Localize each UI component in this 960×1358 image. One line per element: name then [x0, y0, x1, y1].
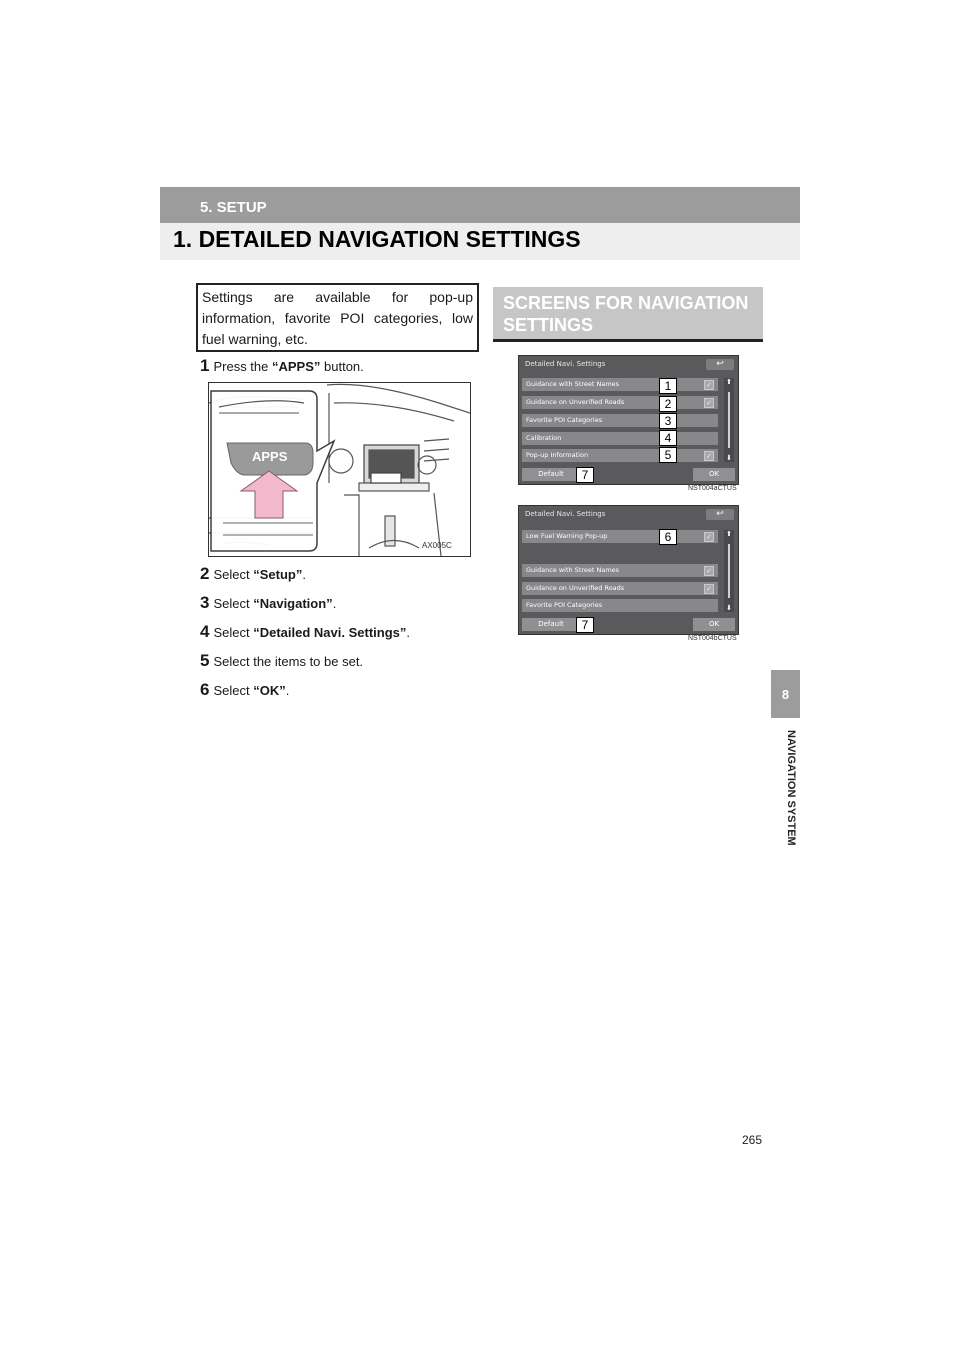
back-button[interactable]	[706, 509, 734, 520]
section-heading	[503, 292, 748, 336]
step-bold-text: “Navigation”	[253, 596, 333, 611]
dashboard-illustration	[208, 382, 471, 557]
step-bold-text: “Detailed Navi. Settings”	[253, 625, 407, 640]
setting-row-street-names[interactable]	[522, 378, 718, 391]
step-6	[200, 680, 289, 700]
setting-row-label: Pop-up Information	[526, 451, 589, 459]
setting-row-unverified-roads[interactable]	[522, 396, 718, 409]
callout-7: 7	[576, 467, 594, 483]
chapter-tab: 8	[771, 670, 800, 718]
setting-row-street-names[interactable]	[522, 564, 718, 577]
default-button[interactable]: Default	[522, 468, 580, 481]
callout-2: 2	[659, 396, 677, 412]
step-bold-text: “Setup”	[253, 567, 303, 582]
step-number: 5	[200, 651, 210, 670]
checkbox-icon: ✓	[704, 532, 714, 542]
setting-row-label: Guidance on Unverified Roads	[526, 584, 625, 592]
settings-screen-2	[518, 505, 739, 635]
step-text: Select	[213, 596, 254, 611]
ok-button[interactable]: OK	[693, 468, 735, 481]
scroll-up-icon[interactable]: ⬆	[726, 378, 732, 386]
step-number: 3	[200, 593, 210, 612]
setting-row-label: Favorite POI Categories	[526, 416, 603, 424]
step-bold-text: “OK”	[253, 683, 286, 698]
step-text: Select	[213, 567, 254, 582]
checkbox-icon: ✓	[704, 451, 714, 461]
step-number: 1	[200, 356, 210, 375]
setting-row-label: Favorite POI Categories	[526, 601, 603, 609]
step-5	[200, 651, 363, 671]
step-text: Select	[213, 683, 254, 698]
intro-box: Settings are available for pop-up information, favorite POI categories, low fuel warning, etc.	[196, 283, 479, 352]
scroll-down-icon[interactable]: ⬇	[726, 604, 732, 612]
back-arrow-icon: ↩	[716, 509, 724, 519]
setting-row-favorite-poi[interactable]	[522, 414, 718, 427]
back-button[interactable]	[706, 359, 734, 370]
back-arrow-icon: ↩	[716, 359, 724, 369]
scroll-up-icon[interactable]: ⬆	[726, 530, 732, 538]
setting-row-calibration[interactable]	[522, 432, 718, 445]
step-text-end: .	[406, 625, 410, 640]
setting-row-favorite-poi[interactable]	[522, 599, 718, 612]
section-heading-line-1: SCREENS FOR NAVIGATION	[503, 293, 749, 313]
step-2	[200, 564, 306, 584]
setting-row-label: Low Fuel Warning Pop-up	[526, 532, 608, 540]
scroll-down-icon[interactable]: ⬇	[726, 454, 732, 462]
step-number: 2	[200, 564, 210, 583]
dashboard-drawing	[209, 383, 470, 556]
setting-row-low-fuel[interactable]	[522, 530, 718, 543]
setting-row-label: Guidance with Street Names	[526, 380, 620, 388]
page-title: 1. DETAILED NAVIGATION SETTINGS	[173, 226, 581, 252]
checkbox-icon: ✓	[704, 380, 714, 390]
default-button[interactable]: Default	[522, 618, 580, 631]
apps-button-label: APPS	[252, 449, 288, 464]
step-text-end: .	[332, 596, 337, 611]
chapter-tab-label: NAVIGATION SYSTEM	[785, 730, 797, 846]
settings-screen-1	[518, 355, 739, 485]
scroll-track	[728, 544, 730, 598]
ok-button[interactable]: OK	[693, 618, 735, 631]
step-text: Press the	[213, 359, 272, 374]
setting-row-label: Guidance with Street Names	[526, 566, 620, 574]
step-number: 4	[200, 622, 210, 641]
scroll-track	[728, 392, 730, 448]
screen-2-code: NST004bCTUS	[688, 635, 737, 642]
step-text-end: .	[285, 683, 290, 698]
setting-row-label: Guidance on Unverified Roads	[526, 398, 625, 406]
section-heading-line-2: SETTINGS	[503, 315, 594, 335]
step-1	[200, 356, 364, 376]
page-number: 265	[742, 1133, 763, 1147]
setting-row-label: Calibration	[526, 434, 562, 442]
checkbox-icon: ✓	[704, 398, 714, 408]
callout-5: 5	[659, 447, 677, 463]
setting-row-popup-info[interactable]	[522, 449, 718, 462]
step-4	[200, 622, 410, 642]
step-bold-text: “APPS”	[272, 359, 321, 374]
scrollbar[interactable]	[724, 530, 734, 612]
step-number: 6	[200, 680, 210, 699]
callout-6: 6	[659, 529, 677, 545]
screen-1-code: NST004aCTUS	[688, 485, 737, 492]
callout-4: 4	[659, 430, 677, 446]
callout-1: 1	[659, 378, 677, 394]
setting-row-unverified-roads[interactable]	[522, 582, 718, 595]
step-text-end: .	[302, 567, 306, 582]
step-text: Select the items to be set.	[213, 654, 364, 669]
checkbox-icon: ✓	[704, 584, 714, 594]
screen-title: Detailed Navi. Settings	[525, 360, 606, 368]
checkbox-icon: ✓	[704, 566, 714, 576]
step-text-end: button.	[320, 359, 364, 374]
chapter-label: 5. SETUP	[200, 199, 267, 216]
scrollbar[interactable]	[724, 378, 734, 462]
screen-title: Detailed Navi. Settings	[525, 510, 606, 518]
callout-7: 7	[576, 617, 594, 633]
step-3	[200, 593, 336, 613]
step-text: Select	[213, 625, 254, 640]
callout-3: 3	[659, 413, 677, 429]
illustration-code: AX005C	[422, 541, 452, 550]
